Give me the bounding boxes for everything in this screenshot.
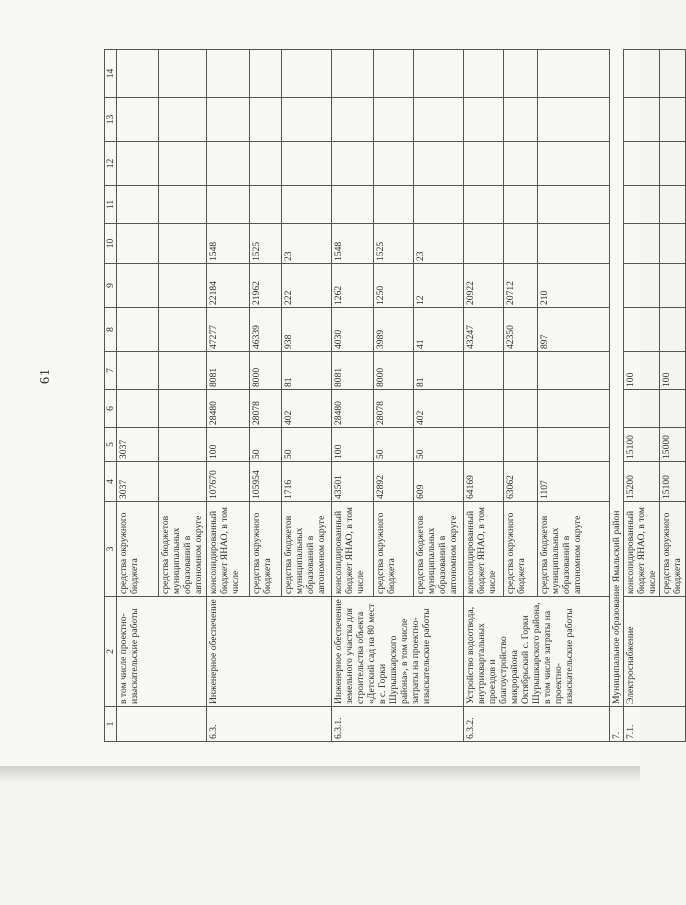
cell-value: 41 [414,308,464,352]
row-code [117,707,207,742]
table-row [117,50,159,742]
table-row [464,50,504,742]
funding-source: средства окружного бюджета [117,502,159,597]
funding-source: средства бюджетов муниципальных образований в автономном округе [414,502,464,597]
cell-value [464,428,504,462]
cell-value: 3989 [374,308,414,352]
cell-value [332,98,374,142]
cell-value [207,98,250,142]
cell-value [538,98,610,142]
cell-value [624,390,660,428]
cell-value [117,224,159,264]
funding-source: консолидированный бюджет ЯНАО, в том числе [332,502,374,597]
cell-value: 15000 [660,428,686,462]
row-code: 7.1. [624,707,686,742]
cell-value [624,98,660,142]
cell-value: 105954 [250,462,282,502]
cell-value [538,352,610,390]
table-row [332,50,374,742]
cell-value [464,352,504,390]
cell-value [332,186,374,224]
cell-value [207,50,250,98]
column-number-row [105,50,117,742]
cell-value [207,142,250,186]
cell-value [414,186,464,224]
cell-value: 22184 [207,264,250,308]
funding-source: средства окружного бюджета [504,502,538,597]
cell-value [282,186,332,224]
cell-value: 107670 [207,462,250,502]
cell-value: 1525 [250,224,282,264]
cell-value [660,224,686,264]
col-header: 5 [105,428,117,462]
cell-value: 43247 [464,308,504,352]
budget-table [104,49,686,742]
cell-value [117,98,159,142]
cell-value [464,50,504,98]
cell-value: 23 [414,224,464,264]
cell-value: 28078 [374,390,414,428]
cell-value: 100 [660,352,686,390]
cell-value: 12 [414,264,464,308]
cell-value [660,264,686,308]
cell-value [464,390,504,428]
cell-value: 46339 [250,308,282,352]
col-header: 2 [105,597,117,707]
cell-value: 42350 [504,308,538,352]
cell-value: 21962 [250,264,282,308]
cell-value: 8081 [207,352,250,390]
table-row [207,50,250,742]
cell-value: 8000 [250,352,282,390]
col-header: 3 [105,502,117,597]
row-code: 6.3.2. [464,707,610,742]
col-header: 9 [105,264,117,308]
cell-value [538,390,610,428]
funding-source: средства бюджетов муниципальных образований в автономном округе [538,502,610,597]
cell-value [624,264,660,308]
cell-value [624,50,660,98]
cell-value [374,142,414,186]
cell-value [414,50,464,98]
row-code: 7. [610,707,624,742]
cell-value: 100 [207,428,250,462]
cell-value [250,50,282,98]
cell-value [250,142,282,186]
cell-value: 47277 [207,308,250,352]
cell-value: 20922 [464,264,504,308]
row-name: Электроснабжение [624,597,686,707]
cell-value: 402 [282,390,332,428]
cell-value [504,428,538,462]
cell-value [250,186,282,224]
cell-value: 1548 [332,224,374,264]
cell-value [282,142,332,186]
funding-source: средства окружного бюджета [374,502,414,597]
row-name: Инженерное обеспечение [207,597,332,707]
cell-value: 28480 [207,390,250,428]
cell-value [117,50,159,98]
cell-value [504,186,538,224]
cell-value [660,98,686,142]
cell-value: 50 [414,428,464,462]
col-header: 12 [105,142,117,186]
row-code: 6.3.1. [332,707,464,742]
col-header: 4 [105,462,117,502]
row-name: Устройство водоотвода, внутриквартальных проездов и благоустройство микрорайона Октябрьский с. Горки Шурышкарского района, в том числе затраты на проектно-изыскательские работы [464,597,610,707]
cell-value [538,50,610,98]
cell-value: 42892 [374,462,414,502]
cell-value [374,186,414,224]
cell-value [282,98,332,142]
cell-value: 50 [282,428,332,462]
cell-value: 15100 [624,428,660,462]
cell-value: 210 [538,264,610,308]
cell-value [207,186,250,224]
cell-value [464,98,504,142]
cell-value [624,142,660,186]
cell-value: 81 [414,352,464,390]
funding-source: консолидированный бюджет ЯНАО, в том числе [624,502,660,597]
cell-value [624,186,660,224]
cell-value [464,186,504,224]
cell-value: 1548 [207,224,250,264]
cell-value: 4030 [332,308,374,352]
cell-value: 100 [332,428,374,462]
cell-value: 1107 [538,462,610,502]
cell-value [117,352,159,390]
col-header: 13 [105,98,117,142]
cell-value [332,50,374,98]
cell-value: 1716 [282,462,332,502]
cell-value [538,186,610,224]
col-header: 14 [105,50,117,98]
cell-value [282,50,332,98]
cell-value [414,98,464,142]
funding-source: консолидированный бюджет ЯНАО, в том числе [207,502,250,597]
cell-value: 8000 [374,352,414,390]
cell-value: 1262 [332,264,374,308]
cell-value: 64169 [464,462,504,502]
cell-value [374,50,414,98]
cell-value: 100 [624,352,660,390]
funding-source: средства окружного бюджета [250,502,282,597]
cell-value [464,142,504,186]
cell-value [117,390,159,428]
cell-value: 43501 [332,462,374,502]
cell-value: 3037 [117,428,159,462]
row-code: 6.3. [207,707,332,742]
cell-value: 1525 [374,224,414,264]
funding-source: средства окружного бюджета [660,502,686,597]
col-header: 11 [105,186,117,224]
cell-value [538,224,610,264]
cell-value: 50 [250,428,282,462]
col-header: 8 [105,308,117,352]
funding-source: средства бюджетов муниципальных образований в автономном округе [159,502,207,597]
cell-value: 15200 [624,462,660,502]
cell-value [504,224,538,264]
cell-value: 28078 [250,390,282,428]
cell-value: 1250 [374,264,414,308]
cell-value: 222 [282,264,332,308]
cell-value [660,186,686,224]
cell-value [660,308,686,352]
cell-value [504,98,538,142]
cell-value [117,308,159,352]
table-row [624,50,660,742]
cell-value: 8081 [332,352,374,390]
col-header: 6 [105,390,117,428]
cell-value [504,352,538,390]
col-header: 10 [105,224,117,264]
funding-source: консолидированный бюджет ЯНАО, в том числе [464,502,504,597]
cell-value [117,186,159,224]
cell-value: 402 [414,390,464,428]
cell-value: 50 [374,428,414,462]
cell-value [332,142,374,186]
cell-value: 3037 [117,462,159,502]
table-row [610,50,624,742]
cell-value: 81 [282,352,332,390]
cell-value [538,142,610,186]
row-name: Инженерное обеспечение земельного участка для строительства объекта «Детский сад на 80 мест в с. Горки Шурышкарского района», в том числе затраты на проектно-изыскательские работы [332,597,464,707]
cell-value [464,224,504,264]
col-header: 7 [105,352,117,390]
cell-value: 938 [282,308,332,352]
cell-value [504,390,538,428]
cell-value [414,142,464,186]
cell-value: 28480 [332,390,374,428]
cell-value [504,50,538,98]
cell-value [660,142,686,186]
funding-source: средства бюджетов муниципальных образований в автономном округе [282,502,332,597]
cell-value [117,142,159,186]
cell-value [660,50,686,98]
col-header: 1 [105,707,117,742]
page-number: 61 [38,368,53,384]
cell-value: 897 [538,308,610,352]
cell-value: 23 [282,224,332,264]
cell-value [624,308,660,352]
cell-value [374,98,414,142]
cell-value: 609 [414,462,464,502]
cell-value: 63062 [504,462,538,502]
cell-value [538,428,610,462]
cell-value [660,390,686,428]
cell-value: 15100 [660,462,686,502]
cell-value: 20712 [504,264,538,308]
scan-edge [0,766,640,782]
section-title: Муниципальное образование Ямальский район [610,502,624,707]
cell-value [624,224,660,264]
rotated-table-wrapper [104,50,683,742]
cell-value [504,142,538,186]
row-name: в том числе проектно-изыскательские работы [117,597,207,707]
cell-value [117,264,159,308]
cell-value [250,98,282,142]
